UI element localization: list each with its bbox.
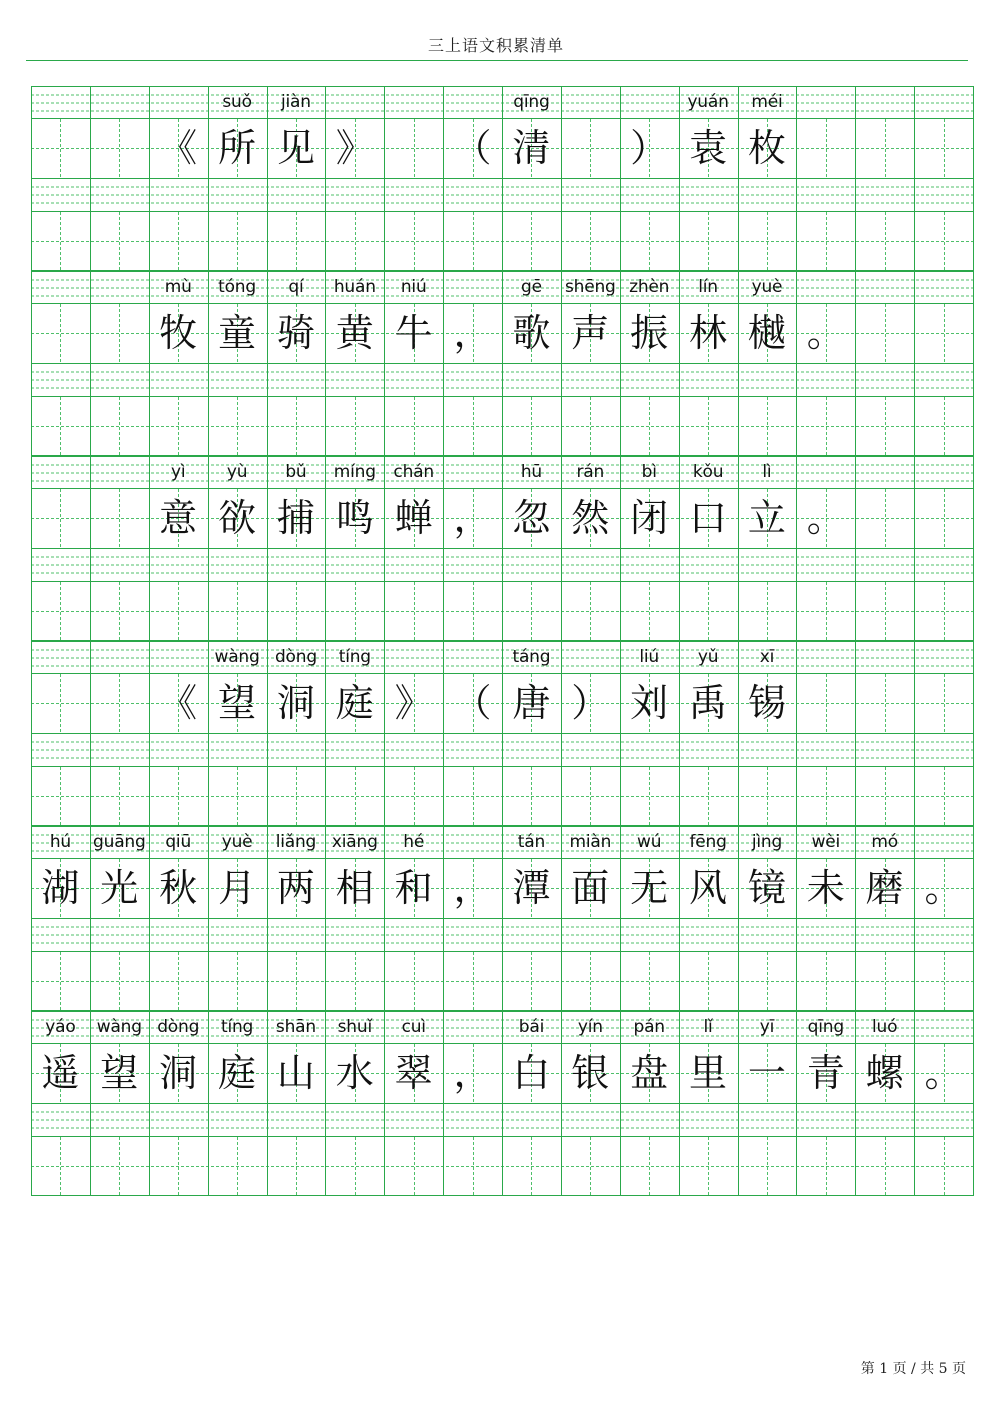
pinyin-cell: táng: [512, 647, 551, 667]
hanzi-cell: 光: [100, 866, 139, 910]
hanzi-cell: 牧: [159, 311, 198, 355]
hanzi-cell: [561, 119, 620, 177]
hanzi-cell: ，: [453, 496, 492, 540]
hanzi-cell: 潭: [512, 866, 551, 910]
hanzi-cell: 。: [924, 866, 963, 910]
pinyin-cell: [561, 91, 620, 113]
pinyin-cell: [149, 646, 208, 668]
hanzi-cell: 然: [571, 496, 610, 540]
hanzi-cell: [796, 119, 855, 177]
pinyin-cell: suǒ: [222, 92, 252, 112]
pinyin-cell: [855, 276, 914, 298]
pinyin-cell: hé: [403, 832, 425, 852]
pinyin-cell: [31, 461, 90, 483]
pinyin-cell: chán: [393, 462, 434, 482]
hanzi-cell: 林: [689, 311, 728, 355]
hanzi-cell: 蝉: [394, 496, 433, 540]
pinyin-cell: bǔ: [285, 462, 307, 482]
hanzi-cell: [914, 304, 973, 362]
hanzi-cell: 闭: [630, 496, 669, 540]
pinyin-cell: [31, 646, 90, 668]
hanzi-cell: ，: [453, 1051, 492, 1095]
verse-line-6: [31, 1011, 973, 1196]
pinyin-cell: [620, 91, 679, 113]
hanzi-cell: [384, 119, 443, 177]
hanzi-cell: 所: [218, 126, 257, 170]
hanzi-cell: [90, 119, 149, 177]
pinyin-cell: yuán: [687, 92, 729, 112]
pinyin-cell: lǐ: [703, 1017, 713, 1037]
hanzi-cell: 清: [512, 126, 551, 170]
pinyin-cell: bái: [518, 1017, 545, 1037]
hanzi-cell: （: [453, 681, 492, 725]
hanzi-cell: ，: [453, 866, 492, 910]
hanzi-cell: 面: [571, 866, 610, 910]
pinyin-cell: méi: [751, 92, 783, 112]
pinyin-cell: [855, 646, 914, 668]
grid-lines: [31, 86, 974, 271]
header-divider: [26, 60, 968, 61]
pinyin-cell: miàn: [569, 832, 612, 852]
pinyin-cell: bì: [641, 462, 657, 482]
pinyin-cell: jìng: [751, 832, 783, 852]
pinyin-cell: fēng: [689, 832, 727, 852]
hanzi-cell: 青: [806, 1051, 845, 1095]
hanzi-cell: 袁: [689, 126, 728, 170]
hanzi-cell: [914, 489, 973, 547]
pinyin-cell: tóng: [218, 277, 256, 297]
pinyin-cell: shuǐ: [337, 1017, 372, 1037]
pinyin-cell: [561, 646, 620, 668]
pinyin-cell: hū: [520, 462, 543, 482]
pinyin-cell: huán: [333, 277, 376, 297]
pinyin-cell: [443, 276, 502, 298]
hanzi-cell: 。: [806, 311, 845, 355]
grid-lines: [31, 826, 974, 1011]
pinyin-cell: yù: [226, 462, 248, 482]
hanzi-cell: 山: [276, 1051, 315, 1095]
verse-line-4: [31, 641, 973, 826]
pinyin-cell: dòng: [157, 1017, 200, 1037]
grid-lines: [31, 641, 974, 826]
pinyin-cell: [325, 91, 384, 113]
pinyin-cell: qí: [288, 277, 304, 297]
pinyin-cell: yì: [170, 462, 186, 482]
hanzi-cell: 磨: [865, 866, 904, 910]
pinyin-cell: [796, 461, 855, 483]
hanzi-cell: [31, 119, 90, 177]
pinyin-cell: [914, 276, 973, 298]
hanzi-cell: 盘: [630, 1051, 669, 1095]
grid-lines: [31, 456, 974, 641]
hanzi-cell: 》: [394, 681, 433, 725]
hanzi-cell: [914, 674, 973, 732]
pinyin-cell: xiāng: [331, 832, 378, 852]
hanzi-cell: 《: [159, 126, 198, 170]
hanzi-cell: [855, 304, 914, 362]
pinyin-cell: gē: [521, 277, 542, 297]
hanzi-cell: ，: [453, 311, 492, 355]
verse-line-2: [31, 271, 973, 456]
pinyin-cell: tíng: [338, 647, 371, 667]
pinyin-cell: yuè: [751, 277, 783, 297]
pinyin-cell: wèi: [811, 832, 841, 852]
pinyin-cell: guāng: [93, 832, 146, 852]
hanzi-cell: 。: [806, 496, 845, 540]
writing-sheet: [31, 86, 973, 1196]
hanzi-cell: 湖: [41, 866, 80, 910]
pinyin-cell: lín: [698, 277, 718, 297]
hanzi-cell: 。: [924, 1051, 963, 1095]
pinyin-cell: [384, 91, 443, 113]
pinyin-cell: [90, 91, 149, 113]
hanzi-cell: 秋: [159, 866, 198, 910]
pinyin-cell: tíng: [220, 1017, 254, 1037]
hanzi-cell: [90, 489, 149, 547]
pinyin-cell: [90, 461, 149, 483]
pinyin-cell: [90, 646, 149, 668]
hanzi-cell: 樾: [747, 311, 786, 355]
pinyin-cell: tán: [517, 832, 546, 852]
page-header-title: 三上语文积累清单: [427, 36, 564, 55]
hanzi-cell: 相: [335, 866, 374, 910]
hanzi-cell: 风: [689, 866, 728, 910]
pinyin-cell: [149, 91, 208, 113]
hanzi-cell: 望: [218, 681, 257, 725]
hanzi-cell: 》: [335, 126, 374, 170]
pinyin-cell: qīng: [513, 92, 550, 112]
hanzi-cell: 欲: [218, 496, 257, 540]
hanzi-cell: 螺: [865, 1051, 904, 1095]
pinyin-cell: mù: [164, 277, 192, 297]
hanzi-cell: 锡: [747, 681, 786, 725]
pinyin-cell: hú: [49, 832, 72, 852]
pinyin-cell: wàng: [96, 1017, 142, 1037]
pinyin-cell: dòng: [274, 647, 317, 667]
hanzi-cell: 翠: [394, 1051, 433, 1095]
pinyin-cell: rán: [576, 462, 605, 482]
pinyin-cell: [443, 91, 502, 113]
hanzi-cell: ）: [571, 681, 610, 725]
pinyin-cell: [914, 831, 973, 853]
hanzi-cell: 鸣: [335, 496, 374, 540]
hanzi-cell: 庭: [335, 681, 374, 725]
hanzi-cell: 牛: [394, 311, 433, 355]
pinyin-cell: shān: [275, 1017, 316, 1037]
pinyin-cell: [914, 91, 973, 113]
pinyin-cell: [31, 91, 90, 113]
hanzi-cell: （: [453, 126, 492, 170]
hanzi-cell: 捕: [276, 496, 315, 540]
pinyin-cell: mó: [871, 832, 898, 852]
hanzi-cell: 枚: [747, 126, 786, 170]
hanzi-cell: 洞: [159, 1051, 198, 1095]
pinyin-cell: wàng: [214, 647, 260, 667]
hanzi-cell: 见: [276, 126, 315, 170]
hanzi-cell: [31, 304, 90, 362]
hanzi-cell: 《: [159, 681, 198, 725]
hanzi-cell: [90, 674, 149, 732]
hanzi-cell: 一: [747, 1051, 786, 1095]
pinyin-cell: [443, 831, 502, 853]
pinyin-cell: lì: [762, 462, 772, 482]
verse-line-5: [31, 826, 973, 1011]
hanzi-cell: 骑: [276, 311, 315, 355]
pinyin-cell: liǎng: [275, 832, 317, 852]
pinyin-cell: [796, 646, 855, 668]
pinyin-cell: [914, 646, 973, 668]
hanzi-cell: [31, 674, 90, 732]
pinyin-cell: [855, 91, 914, 113]
pinyin-cell: [796, 91, 855, 113]
pinyin-cell: qīng: [807, 1017, 844, 1037]
pinyin-cell: yáo: [45, 1017, 76, 1037]
grid-lines: [31, 1011, 974, 1196]
hanzi-cell: 未: [806, 866, 845, 910]
hanzi-cell: [855, 119, 914, 177]
hanzi-cell: 歌: [512, 311, 551, 355]
hanzi-cell: 忽: [512, 496, 551, 540]
hanzi-cell: 立: [747, 496, 786, 540]
pinyin-cell: [443, 461, 502, 483]
verse-line-1: [31, 86, 973, 271]
hanzi-cell: 遥: [41, 1051, 80, 1095]
grid-lines: [31, 271, 974, 456]
hanzi-cell: ）: [630, 126, 669, 170]
verse-line-3: [31, 456, 973, 641]
hanzi-cell: 银: [571, 1051, 610, 1095]
pinyin-cell: [796, 276, 855, 298]
hanzi-cell: [796, 674, 855, 732]
hanzi-cell: 童: [218, 311, 257, 355]
hanzi-cell: 洞: [276, 681, 315, 725]
pinyin-cell: yǔ: [697, 647, 719, 667]
hanzi-cell: [855, 674, 914, 732]
pinyin-cell: shēng: [564, 277, 616, 297]
hanzi-cell: 唐: [512, 681, 551, 725]
pinyin-cell: [914, 461, 973, 483]
page-number: 第 1 页 / 共 5 页: [860, 1361, 966, 1377]
hanzi-cell: 望: [100, 1051, 139, 1095]
hanzi-cell: [855, 489, 914, 547]
hanzi-cell: 声: [571, 311, 610, 355]
hanzi-cell: 水: [335, 1051, 374, 1095]
hanzi-cell: 振: [630, 311, 669, 355]
hanzi-cell: 庭: [218, 1051, 257, 1095]
pinyin-cell: pán: [633, 1017, 665, 1037]
pinyin-cell: [31, 276, 90, 298]
pinyin-cell: yī: [759, 1017, 775, 1037]
hanzi-cell: 镜: [747, 866, 786, 910]
pinyin-cell: míng: [333, 462, 376, 482]
pinyin-cell: [384, 646, 443, 668]
hanzi-cell: 黄: [335, 311, 374, 355]
hanzi-cell: 月: [218, 866, 257, 910]
pinyin-cell: jiàn: [281, 92, 311, 112]
pinyin-cell: [443, 646, 502, 668]
hanzi-cell: 禹: [689, 681, 728, 725]
hanzi-cell: 刘: [630, 681, 669, 725]
pinyin-cell: kǒu: [692, 462, 724, 482]
pinyin-cell: cuì: [401, 1017, 426, 1037]
pinyin-cell: qiū: [165, 832, 192, 852]
pinyin-cell: wú: [637, 832, 662, 852]
hanzi-cell: 两: [276, 866, 315, 910]
hanzi-cell: 意: [159, 496, 198, 540]
hanzi-cell: [914, 119, 973, 177]
hanzi-cell: 白: [512, 1051, 551, 1095]
pinyin-cell: yuè: [221, 832, 253, 852]
hanzi-cell: 无: [630, 866, 669, 910]
hanzi-cell: [90, 304, 149, 362]
pinyin-cell: [90, 276, 149, 298]
pinyin-cell: [914, 1016, 973, 1038]
pinyin-cell: liú: [639, 647, 659, 667]
pinyin-cell: [855, 461, 914, 483]
hanzi-cell: 口: [689, 496, 728, 540]
hanzi-cell: 和: [394, 866, 433, 910]
pinyin-cell: zhèn: [629, 277, 670, 297]
pinyin-cell: yín: [577, 1017, 603, 1037]
hanzi-cell: 里: [689, 1051, 728, 1095]
pinyin-cell: xī: [759, 647, 775, 667]
pinyin-cell: luó: [872, 1017, 898, 1037]
pinyin-cell: niú: [400, 277, 427, 297]
hanzi-cell: [31, 489, 90, 547]
pinyin-cell: [443, 1016, 502, 1038]
